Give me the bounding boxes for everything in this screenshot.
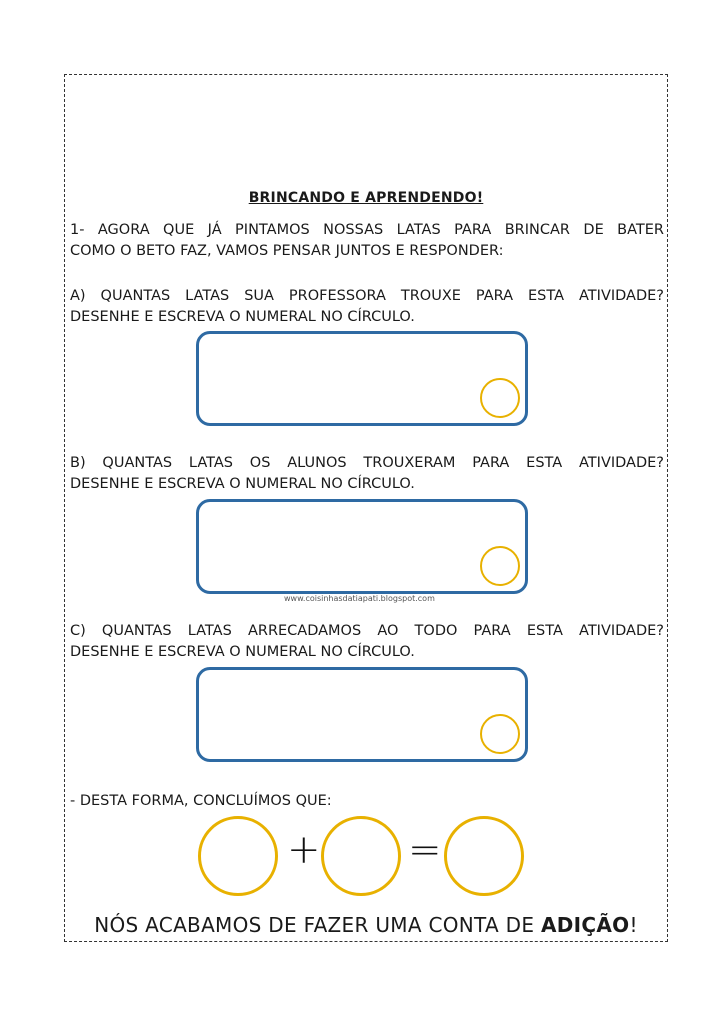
question-a-line-1: A) QUANTAS LATAS SUA PROFESSORA TROUXE PARA ESTA ATIVIDADE?	[70, 288, 664, 304]
page-title: BRINCANDO E APRENDENDO!	[248, 190, 484, 206]
final-prefix: NÓS ACABAMOS DE FAZER UMA CONTA DE	[94, 913, 541, 937]
numeral-circle-a[interactable]	[480, 378, 520, 418]
question-c	[70, 621, 664, 663]
addend-circle-1[interactable]	[198, 816, 278, 896]
final-suffix: !	[629, 913, 638, 937]
question-c-line-1: C) QUANTAS LATAS ARRECADAMOS AO TODO PARA ESTA ATIVIDADE?	[70, 623, 664, 639]
intro-line-2: COMO O BETO FAZ, VAMOS PENSAR JUNTOS E RESPONDER:	[70, 243, 504, 259]
final-emphasis: ADIÇÃO	[540, 913, 630, 937]
answer-box-a[interactable]	[196, 331, 528, 426]
question-c-line-2: DESENHE E ESCREVA O NUMERAL NO CÍRCULO.	[70, 644, 415, 660]
sum-circle[interactable]	[444, 816, 524, 896]
answer-box-c[interactable]	[196, 667, 528, 762]
answer-box-b[interactable]	[196, 499, 528, 594]
addend-circle-2[interactable]	[321, 816, 401, 896]
numeral-circle-b[interactable]	[480, 546, 520, 586]
intro-text	[70, 220, 664, 262]
numeral-circle-c[interactable]	[480, 714, 520, 754]
question-b	[70, 453, 664, 495]
question-a	[70, 286, 664, 328]
intro-line-1: 1- AGORA QUE JÁ PINTAMOS NOSSAS LATAS PARA BRINCAR DE BATER	[70, 222, 664, 238]
plus-sign: +	[287, 827, 321, 873]
conclusion-text: - DESTA FORMA, CONCLUÍMOS QUE:	[70, 793, 332, 809]
question-b-line-1: B) QUANTAS LATAS OS ALUNOS TROUXERAM PARA ESTA ATIVIDADE?	[70, 455, 664, 471]
final-statement	[64, 913, 668, 937]
watermark: www.coisinhasdatiapati.blogspot.com	[284, 594, 435, 603]
question-a-line-2: DESENHE E ESCREVA O NUMERAL NO CÍRCULO.	[70, 309, 415, 325]
question-b-line-2: DESENHE E ESCREVA O NUMERAL NO CÍRCULO.	[70, 476, 415, 492]
equals-sign: =	[408, 827, 442, 873]
